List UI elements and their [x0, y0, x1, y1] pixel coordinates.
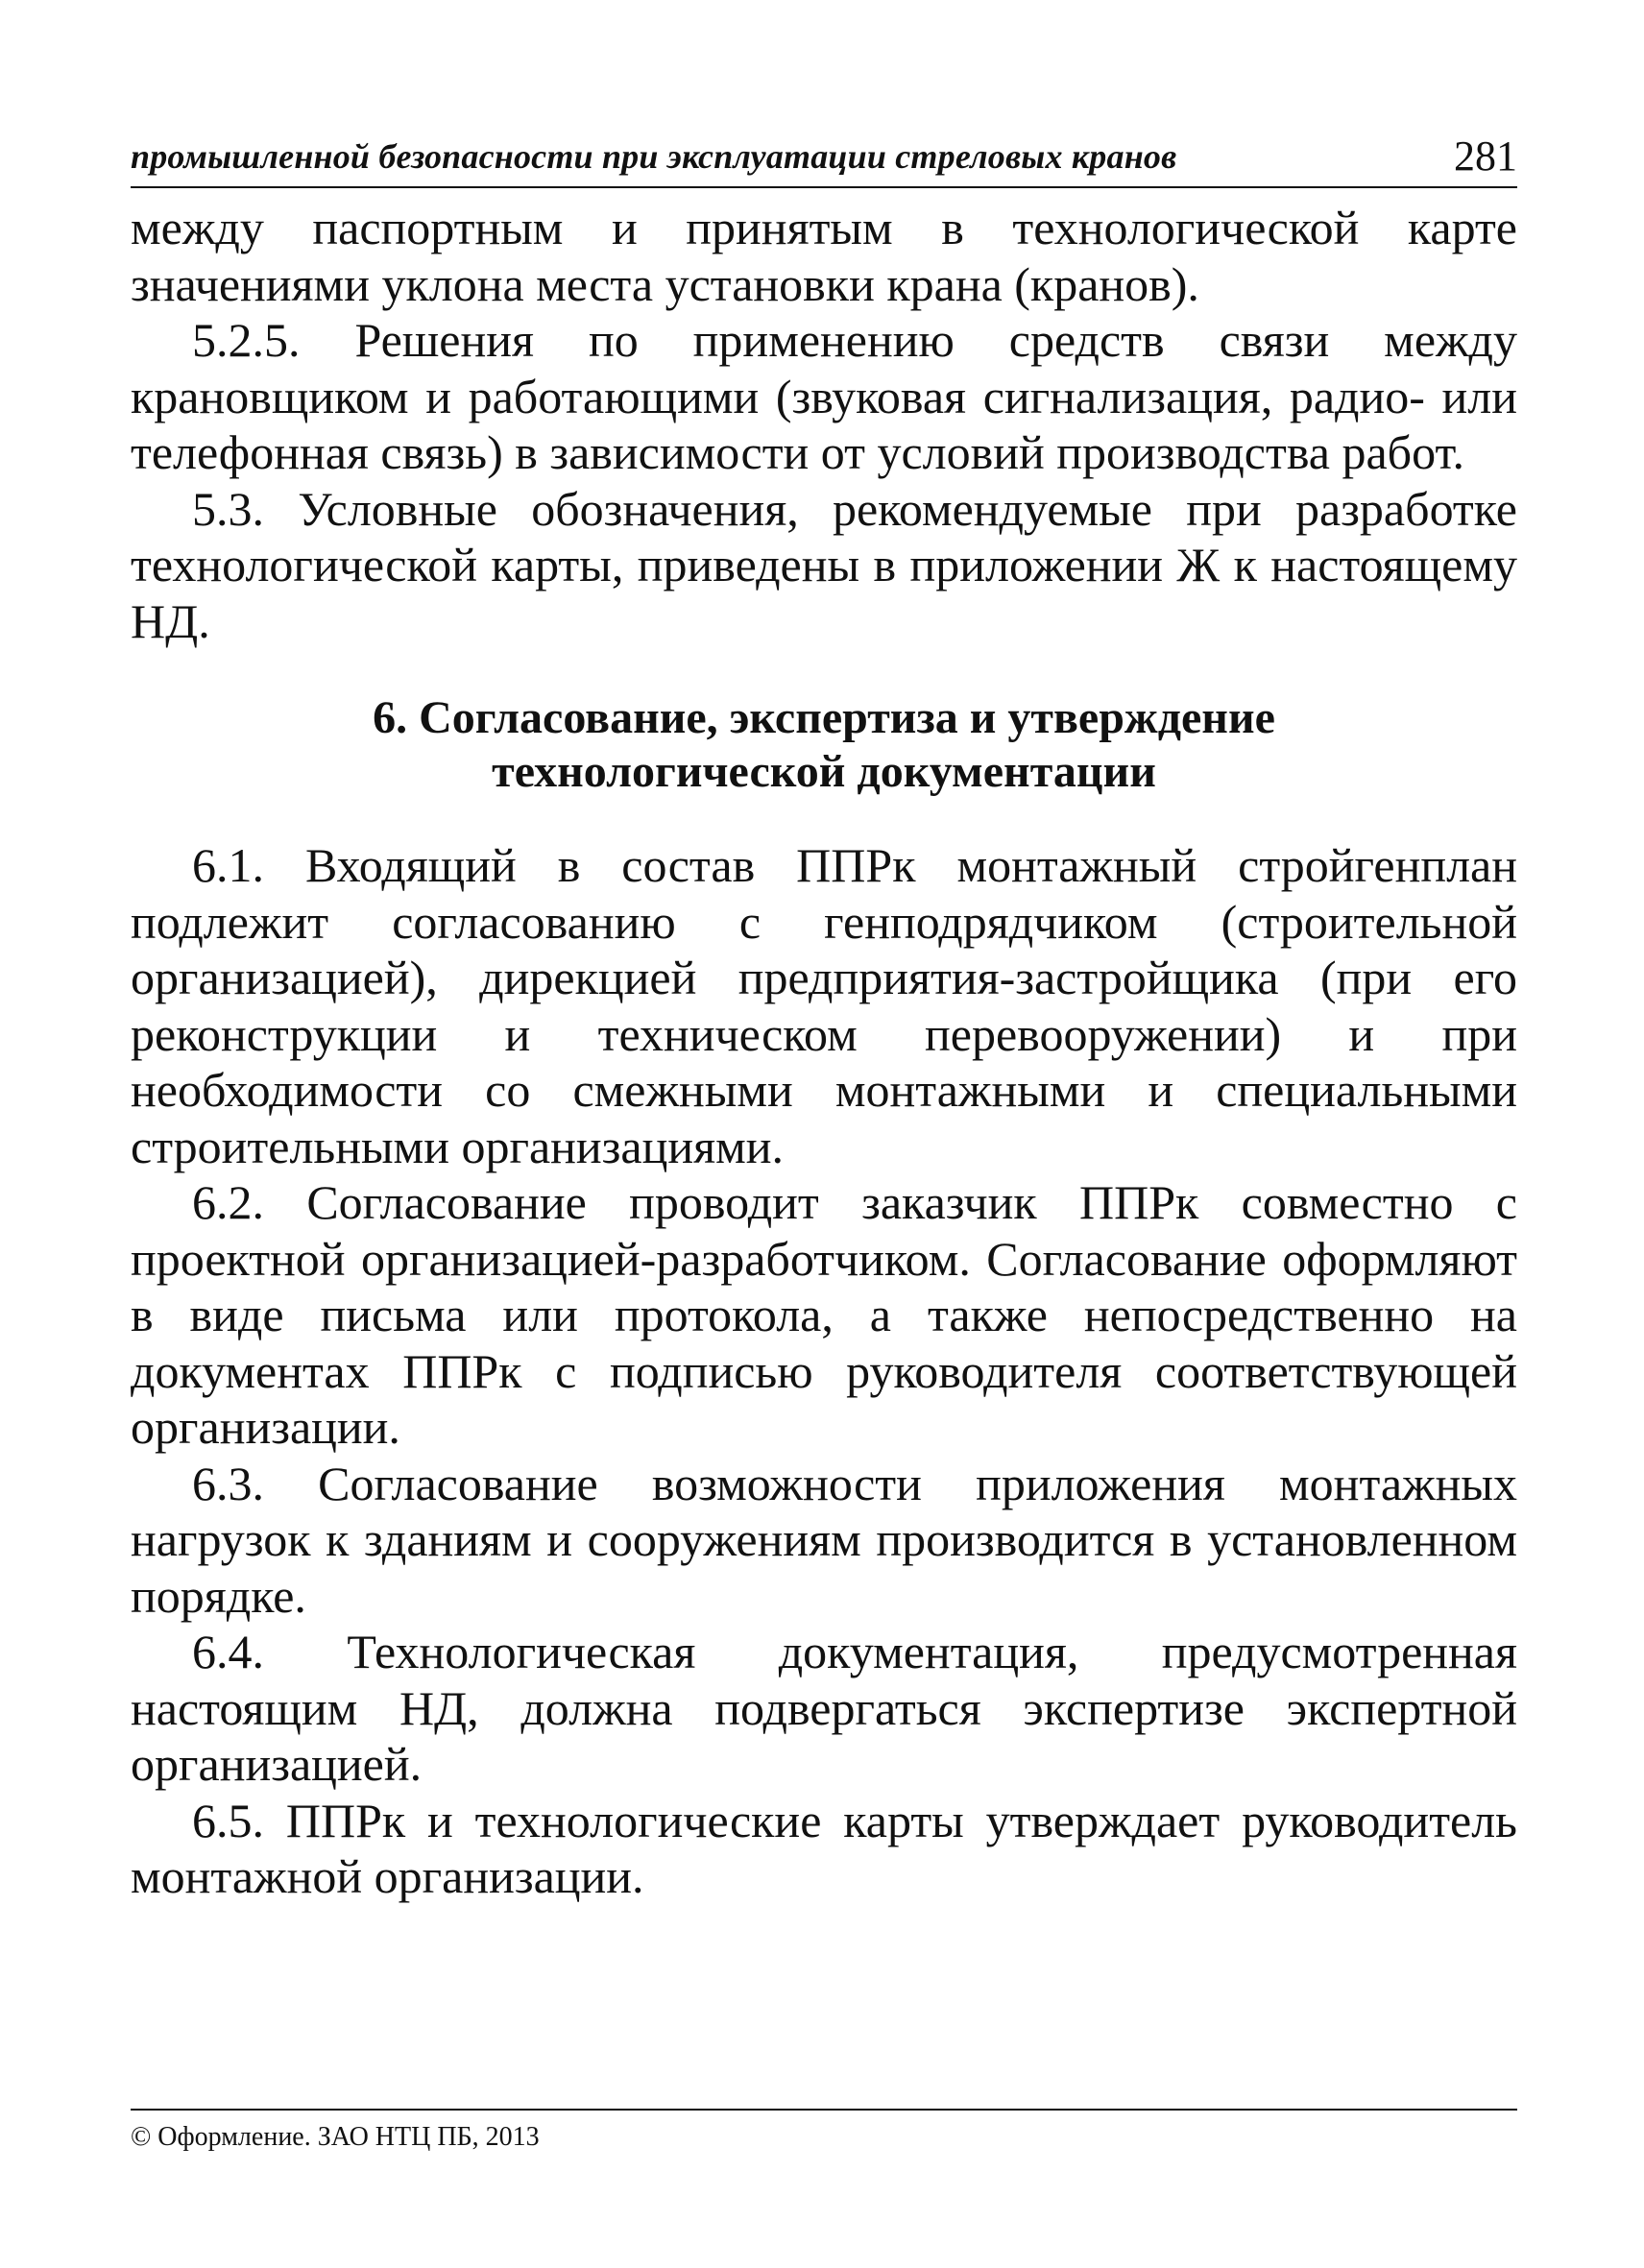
paragraph-6-3: 6.3. Согласование возможности приложения монтажных нагрузок к зданиям и сооружениям производится в установленном порядке. [131, 1456, 1517, 1623]
paragraph-6-2: 6.2. Согласование проводит заказчик ППРк совместно с проектной организацией-разработчиком. Согласование оформляют в виде письма или протокола, а также непосредственно на документах ППРк с подписью руководителя соответствующей организации. [131, 1175, 1517, 1454]
running-title: промышленной безопасности при эксплуатации стреловых кранов [131, 137, 1177, 176]
paragraph-6-1: 6.1. Входящий в состав ППРк монтажный стройгенплан подлежит согласованию с генподрядчиком (строительной организацией), дирекцией предприятия-застройщика (при его реконструкции и техническом перевооружении) и при необходимости со смежными монтажными и специальными строительными организациями. [131, 838, 1517, 1173]
body-text [131, 200, 1517, 1905]
section-heading [131, 691, 1517, 799]
page-number: 281 [1454, 133, 1517, 180]
paragraph-continuation: между паспортным и принятым в технологической карте значениями уклона места установки крана (кранов). [131, 201, 1517, 311]
paragraph-5-2-5: 5.2.5. Решения по применению средств связи между крановщиком и работающими (звуковая сигнализация, радио- или телефонная связь) в зависимости от условий производства работ. [131, 313, 1517, 479]
paragraph-6-4: 6.4. Технологическая документация, предусмотренная настоящим НД, должна подвергаться экспертизе экспертной организацией. [131, 1625, 1517, 1791]
section-heading-line-2: технологической документации [492, 746, 1156, 797]
footer-copyright: © Оформление. ЗАО НТЦ ПБ, 2013 [131, 2122, 540, 2152]
paragraph-5-3: 5.3. Условные обозначения, рекомендуемые при разработке технологической карты, приведены в приложении Ж к настоящему НД. [131, 481, 1517, 648]
section-heading-line-1: 6. Согласование, экспертиза и утверждение [373, 692, 1275, 743]
running-header [131, 133, 1517, 188]
footer-rule [131, 2109, 1517, 2111]
paragraph-6-5: 6.5. ППРк и технологические карты утверждает руководитель монтажной организации. [131, 1793, 1517, 1903]
